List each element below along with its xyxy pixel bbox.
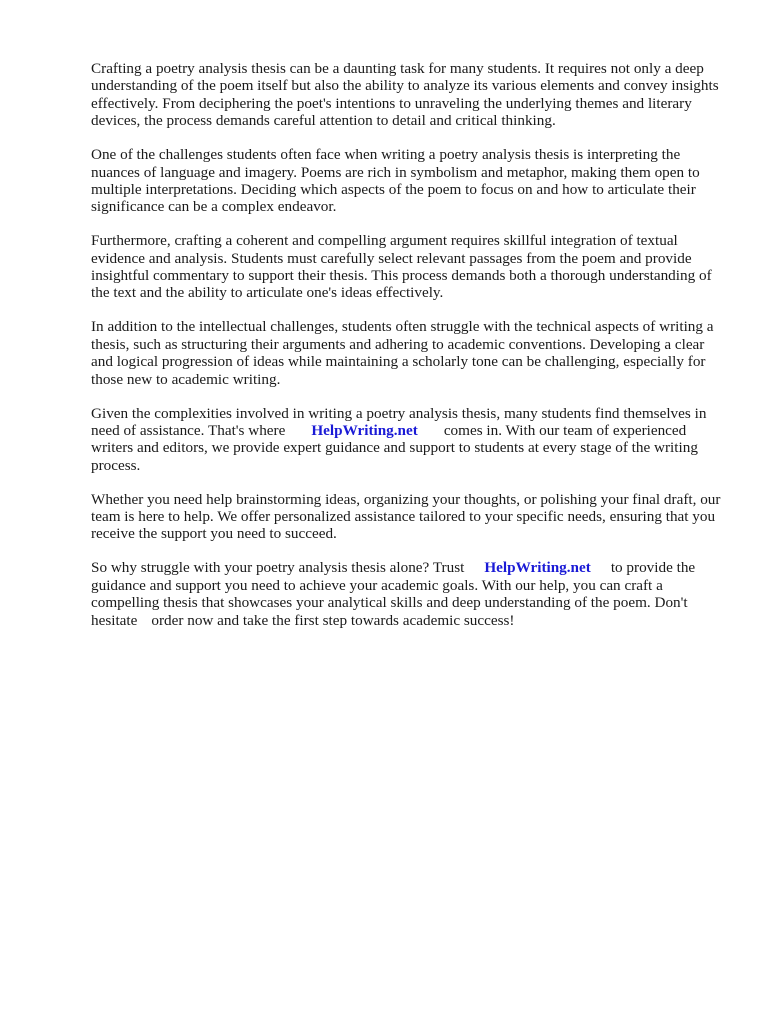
paragraph-assistance: [91, 405, 723, 475]
paragraph-challenges: One of the challenges students often face when writing a poetry analysis thesis is interpreting the nuances of language and imagery. Poems are rich in symbolism and metaphor, making them open to multiple interpretations. Deciding which aspects of the poem to focus on and how to articulate their significance can be a complex endeavor.: [91, 146, 700, 216]
helpwriting-link-closing[interactable]: HelpWriting.net: [484, 559, 591, 577]
paragraph-argument: Furthermore, crafting a coherent and compelling argument requires skillful integration of textual evidence and analysis. Students must carefully select relevant passages from the poem and provide insightful commentary to support their thesis. This process demands both a thorough understanding of the text and the ability to articulate one's ideas effectively.: [91, 232, 712, 302]
paragraph-technical: In addition to the intellectual challenges, students often struggle with the technical aspects of writing a thesis, such as structuring their arguments and adhering to academic conventions. Developing a clear and logical progression of ideas while maintaining a scholarly tone can be challenging, especially for those new to academic writing.: [91, 318, 714, 388]
paragraph-closing-text-middle: to provide the guidance and support you need to achieve your academic goals. With our help, you can craft a compelling thesis that showcases your analytical skills and deep understanding of the poem. Don't hesitate: [91, 559, 696, 629]
paragraph-closing: [91, 559, 723, 629]
paragraph-help: Whether you need help brainstorming ideas, organizing your thoughts, or polishing your final draft, our team is here to help. We offer personalized assistance tailored to your specific needs, ensuring that you receive the support you need to succeed.: [91, 490, 721, 543]
helpwriting-link[interactable]: HelpWriting.net: [311, 421, 418, 439]
paragraph-closing-text-after: order now and take the first step towards academic success!: [151, 611, 515, 629]
paragraph-intro: Crafting a poetry analysis thesis can be a daunting task for many students. It requires not only a deep understanding of the poem itself but also the ability to analyze its various elements and convey insights effectively. From deciphering the poet's intentions to unraveling the underlying themes and literary devices, the process demands careful attention to detail and critical thinking.: [91, 60, 719, 130]
document-body: [91, 60, 723, 645]
paragraph-assistance-text-before: Given the complexities involved in writing a poetry analysis thesis, many students find themselves in need of assistance. That's where: [91, 404, 707, 439]
paragraph-assistance-text-after: comes in. With our team of experienced writers and editors, we provide expert guidance and support to students at every stage of the writing process.: [91, 421, 698, 474]
paragraph-closing-text-before: So why struggle with your poetry analysis thesis alone? Trust: [91, 559, 465, 577]
